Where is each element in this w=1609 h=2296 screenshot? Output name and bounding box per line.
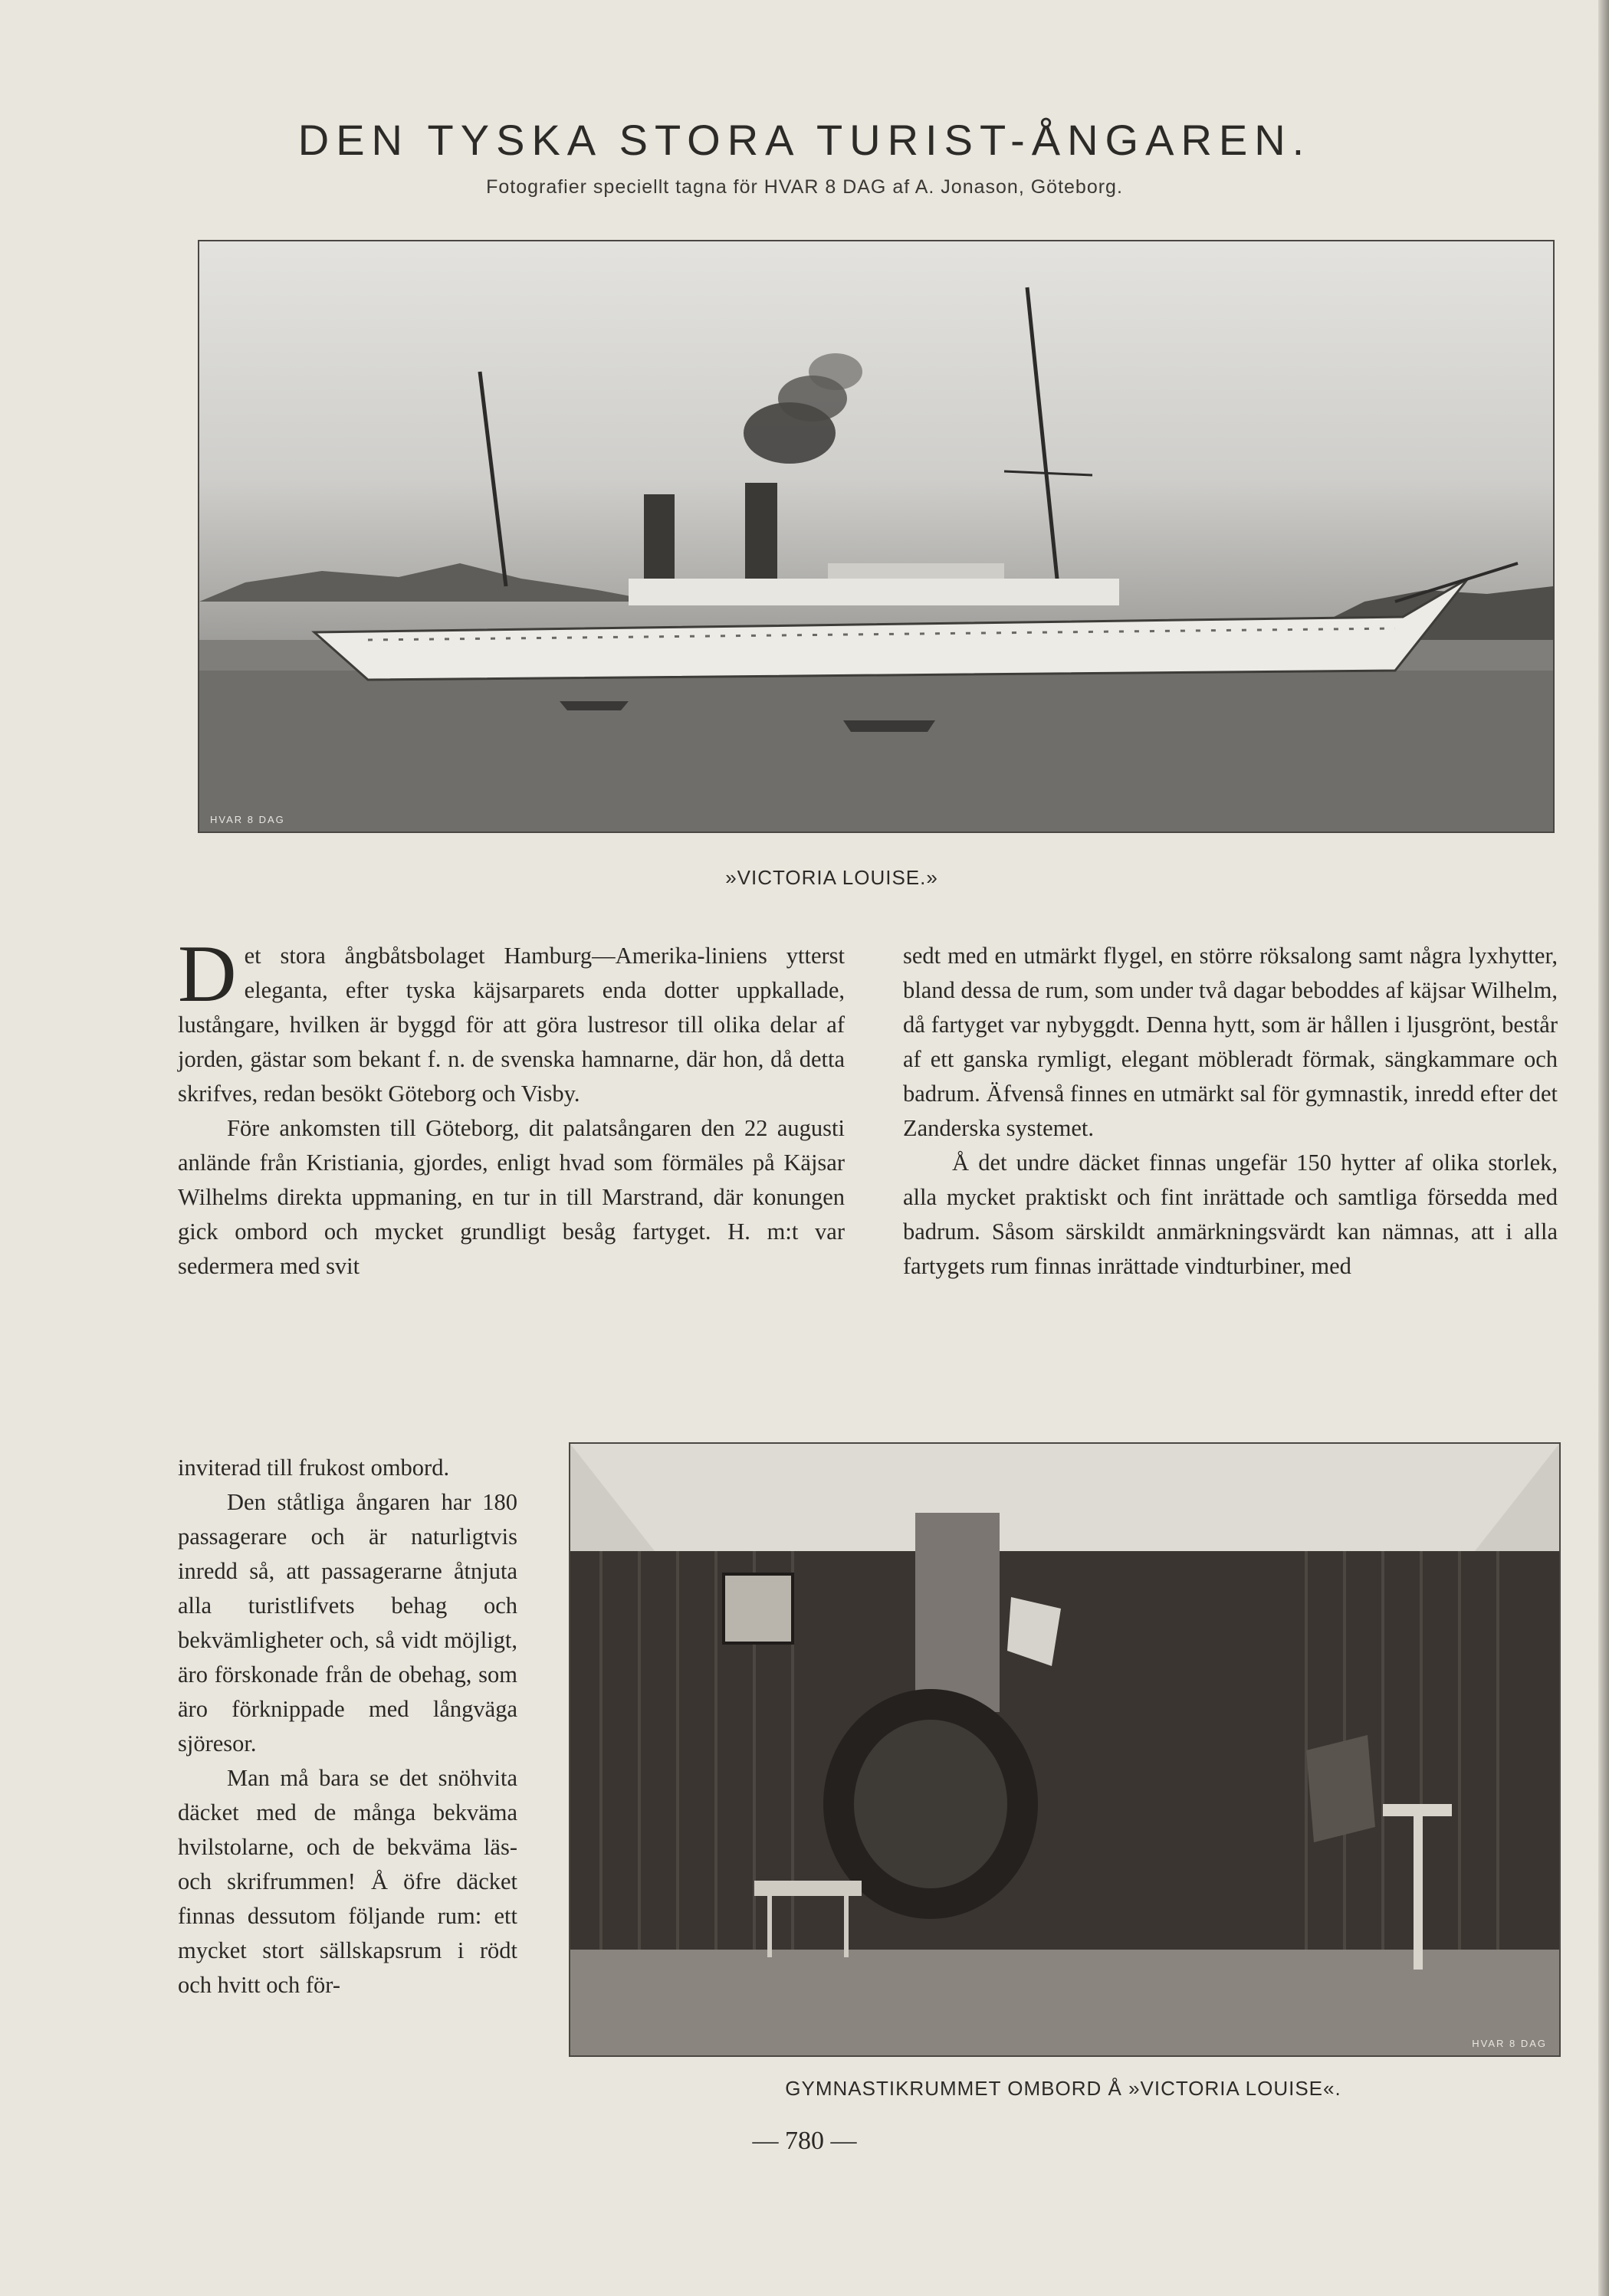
column-right [903,939,1558,1284]
article-subtitle: Fotografier speciellt tagna för HVAR 8 DAG af A. Jonason, Göteborg. [486,176,1123,198]
ship-caption: »VICTORIA LOUISE.» [725,866,938,889]
paragraph-4: Man må bara se det snöhvita däcket med de många bekväma hvilstolarne, och de bekväma läs- och skrifrummen! Å öfre däcket finnas dessutom följande rum: ett mycket stort sällskapsrum i rödt och hvitt och för- [178,1765,517,1998]
article-title: DEN TYSKA STORA TURIST-ÅNGAREN. [297,116,1312,164]
photo-credit: HVAR 8 DAG [210,814,285,825]
ship-photograph [198,240,1555,833]
gymnasium-illustration [570,1444,1559,2055]
gymnasium-photograph [569,1442,1561,2057]
ship-illustration [199,241,1553,831]
right-paragraph-1: sedt med en utmärkt flygel, en större röksalong samt några lyxhytter, bland dessa de rum, som under två dagar beboddes af käjsar Wilhelm, då fartyget var nybyggdt. Denna hytt, som är hållen i ljusgrönt, består af ett ganska rymligt, elegant möbleradt förmak, sängkammare och badrum. Äfvenså finnes en utmärkt sal för gymnastik, inredd efter det Zanderska systemet. [903,943,1558,1141]
drop-cap: D [178,929,237,1018]
paragraph-2-continued: inviterad till frukost ombord. [178,1455,450,1481]
column-left-bottom [178,1451,517,2002]
page-edge-shadow [1598,0,1609,2296]
page-number: — 780 — [752,2127,857,2155]
column-left-top [178,929,845,1284]
right-paragraph-2: Å det undre däcket finnas ungefär 150 hytter af olika storlek, alla mycket praktiskt och fint inrättade och samtliga försedda med badrum. Såsom särskildt anmärkningsvärdt kan nämnas, att i alla fartygets rum finnas inrättade vindturbiner, med [903,1150,1558,1279]
paragraph-3: Den ståtliga ångaren har 180 passagerare och är naturligtvis inredd så, att passagerarne åtnjuta alla turistlifvets behag och bekvämligheter och, så vidt möjligt, äro förskonade från de obehag, som äro förknippade med långväga sjöresor. [178,1489,517,1756]
gymnasium-caption: GYMNASTIKRUMMET OMBORD Å »VICTORIA LOUISE«. [785,2077,1341,2100]
paragraph-1: Det stora ångbåtsbolaget Hamburg—Amerika-liniens ytterst eleganta, efter tyska käjsarparets enda dotter uppkallade, lustångare, hvilken är byggd för att göra lustresor till olika delar af jorden, gästar som bekant f. n. de svenska hamnarne, där hon, då detta skrifves, redan besökt Göteborg och Visby. [178,929,845,1107]
photo-credit-gym: HVAR 8 DAG [1472,2038,1547,2049]
paragraph-2: Före ankomsten till Göteborg, dit palatsångaren den 22 augusti anlände från Kristiania, gjordes, enligt hvad som förmäles på Käjsar Wilhelms direkta uppmaning, en tur in till Marstrand, där konungen gick ombord och mycket grundligt besåg fartyget. H. m:t var sedermera med svit [178,1115,845,1279]
